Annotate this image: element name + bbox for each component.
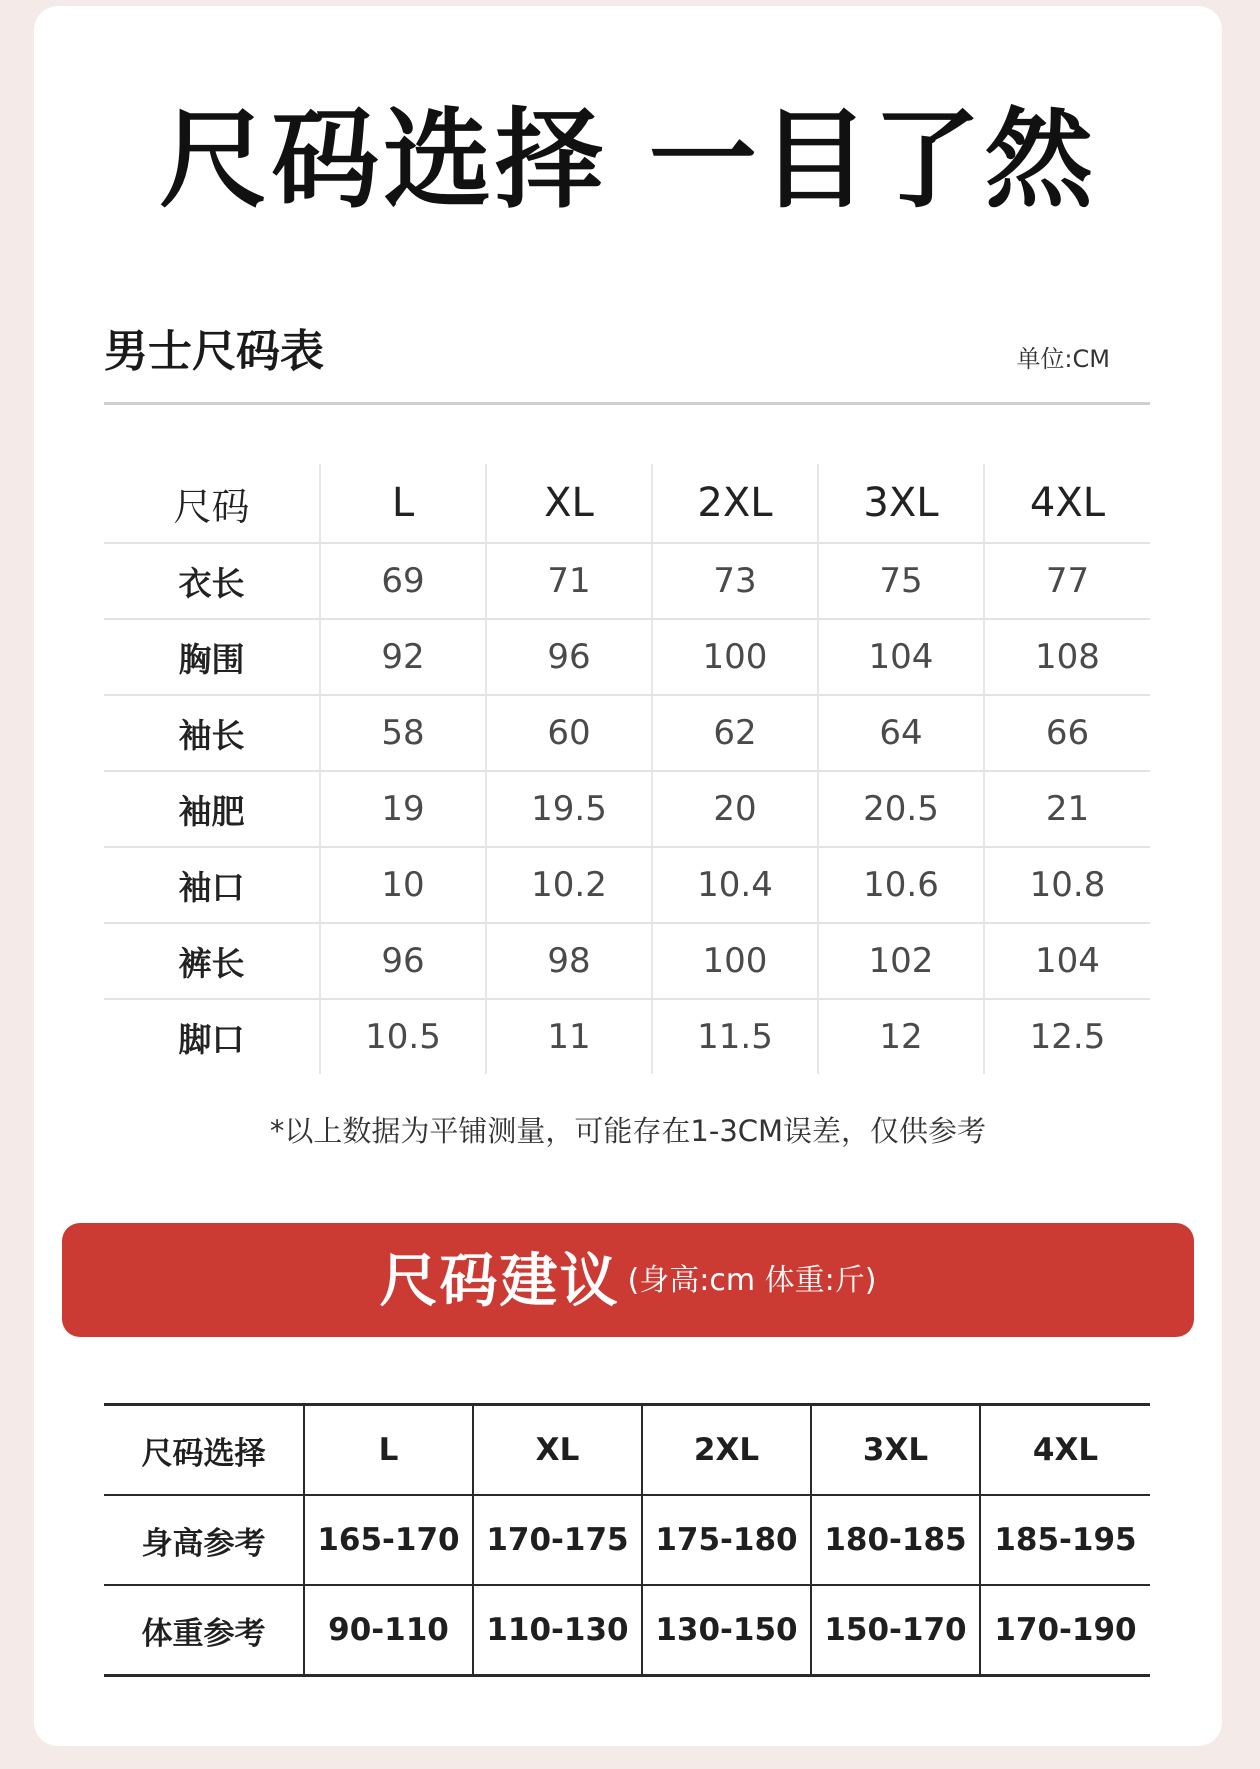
table-row bbox=[104, 619, 1150, 695]
table-cell: 10 bbox=[320, 847, 486, 923]
table-row bbox=[104, 847, 1150, 923]
table-cell: 175-180 bbox=[642, 1495, 811, 1585]
table-cell: 90-110 bbox=[304, 1585, 473, 1676]
table-cell: 66 bbox=[984, 695, 1150, 771]
table-cell: 98 bbox=[486, 923, 652, 999]
size-guide-card bbox=[34, 6, 1222, 1746]
row-label: 袖肥 bbox=[104, 771, 320, 847]
table-cell: 108 bbox=[984, 619, 1150, 695]
table-cell: 104 bbox=[818, 619, 984, 695]
rec-size-cell: 3XL bbox=[811, 1405, 980, 1496]
table-cell: 62 bbox=[652, 695, 818, 771]
size-header-cell: XL bbox=[486, 464, 652, 543]
table-cell: 150-170 bbox=[811, 1585, 980, 1676]
table-cell: 10.4 bbox=[652, 847, 818, 923]
rec-header-label: 尺码选择 bbox=[104, 1405, 304, 1496]
rec-size-cell: XL bbox=[473, 1405, 642, 1496]
table-cell: 10.6 bbox=[818, 847, 984, 923]
measurement-note: *以上数据为平铺测量，可能存在1-3CM误差，仅供参考 bbox=[269, 1114, 987, 1148]
table-cell: 185-195 bbox=[980, 1495, 1150, 1585]
table-cell: 10.8 bbox=[984, 847, 1150, 923]
table-cell: 71 bbox=[486, 543, 652, 619]
rec-size-cell: L bbox=[304, 1405, 473, 1496]
table-cell: 10.2 bbox=[486, 847, 652, 923]
table-cell: 96 bbox=[486, 619, 652, 695]
table-cell: 170-175 bbox=[473, 1495, 642, 1585]
table-cell: 100 bbox=[652, 619, 818, 695]
table-cell: 77 bbox=[984, 543, 1150, 619]
table-cell: 10.5 bbox=[320, 999, 486, 1074]
table-cell: 180-185 bbox=[811, 1495, 980, 1585]
table-cell: 73 bbox=[652, 543, 818, 619]
table-cell: 64 bbox=[818, 695, 984, 771]
table-row bbox=[104, 1495, 1150, 1585]
row-label: 脚口 bbox=[178, 1019, 245, 1059]
table-cell: 11 bbox=[486, 999, 652, 1074]
size-header-cell: 3XL bbox=[818, 464, 984, 543]
table-cell: 92 bbox=[320, 619, 486, 695]
table-cell: 20 bbox=[652, 771, 818, 847]
size-chart-header-row bbox=[104, 464, 1150, 543]
banner-title: 尺码建议 bbox=[379, 1246, 620, 1315]
table-cell: 170-190 bbox=[980, 1585, 1150, 1676]
row-label: 裤长 bbox=[104, 923, 320, 999]
table-cell: 60 bbox=[486, 695, 652, 771]
recommendation-table bbox=[104, 1403, 1150, 1677]
table-row bbox=[104, 1585, 1150, 1676]
row-label: 体重参考 bbox=[141, 1615, 266, 1652]
size-header-cell: 2XL bbox=[652, 464, 818, 543]
table-row bbox=[104, 999, 1150, 1074]
table-cell: 20.5 bbox=[818, 771, 984, 847]
table-cell: 110-130 bbox=[473, 1585, 642, 1676]
size-header-label: 尺码 bbox=[104, 464, 320, 543]
unit-label: 单位:CM bbox=[1016, 345, 1110, 373]
row-label: 袖长 bbox=[104, 695, 320, 771]
table-cell: 58 bbox=[320, 695, 486, 771]
rec-size-cell: 2XL bbox=[642, 1405, 811, 1496]
row-label: 胸围 bbox=[104, 619, 320, 695]
table-cell: 165-170 bbox=[304, 1495, 473, 1585]
table-row bbox=[104, 543, 1150, 619]
table-cell: 75 bbox=[818, 543, 984, 619]
row-label: 袖口 bbox=[104, 847, 320, 923]
size-header-cell: 4XL bbox=[984, 464, 1150, 543]
table-cell: 19 bbox=[320, 771, 486, 847]
table-cell: 11.5 bbox=[652, 999, 818, 1074]
table-cell: 12.5 bbox=[984, 999, 1150, 1074]
rec-size-cell: 4XL bbox=[980, 1405, 1150, 1496]
table-cell: 102 bbox=[818, 923, 984, 999]
table-cell: 19.5 bbox=[486, 771, 652, 847]
size-chart-table bbox=[104, 464, 1150, 1074]
table-cell: 104 bbox=[984, 923, 1150, 999]
table-cell: 21 bbox=[984, 771, 1150, 847]
banner-subtitle: (身高:cm 体重:斤) bbox=[627, 1262, 877, 1298]
recommendation-banner bbox=[62, 1223, 1194, 1337]
row-label: 衣长 bbox=[104, 543, 320, 619]
recommendation-header-row bbox=[104, 1405, 1150, 1496]
size-chart-title: 男士尺码表 bbox=[104, 326, 324, 377]
table-cell: 96 bbox=[320, 923, 486, 999]
table-cell: 100 bbox=[652, 923, 818, 999]
table-row bbox=[104, 923, 1150, 999]
table-cell: 130-150 bbox=[642, 1585, 811, 1676]
table-row bbox=[104, 771, 1150, 847]
table-row bbox=[104, 695, 1150, 771]
size-header-cell: L bbox=[320, 464, 486, 543]
section-divider bbox=[104, 402, 1150, 405]
table-cell: 69 bbox=[320, 543, 486, 619]
page-title: 尺码选择 一目了然 bbox=[159, 98, 1097, 223]
table-cell: 12 bbox=[818, 999, 984, 1074]
row-label: 身高参考 bbox=[104, 1495, 304, 1585]
